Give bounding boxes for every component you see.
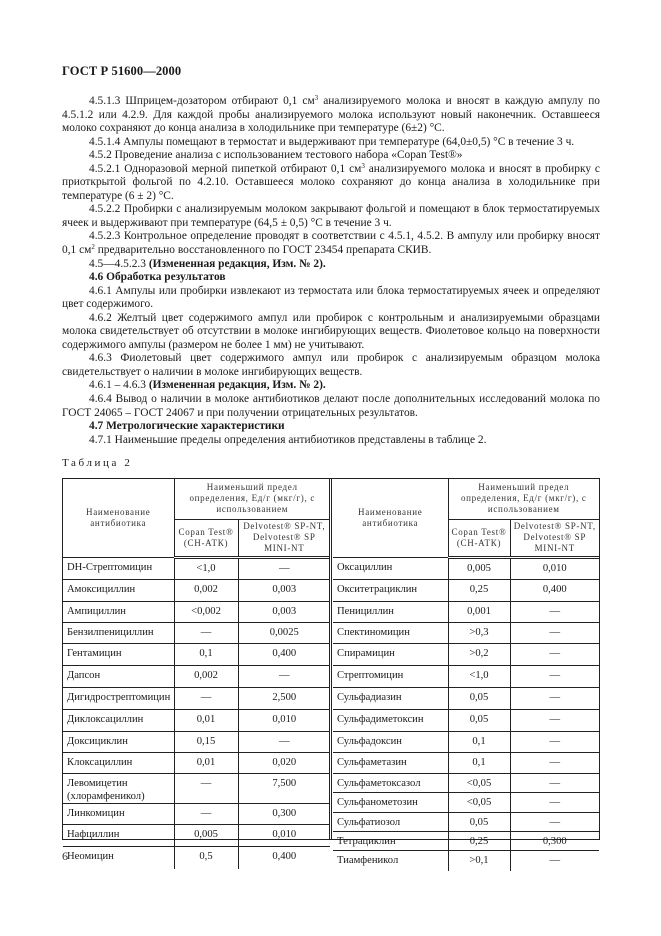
antibiotic-name-cell: Стрептомицин	[333, 665, 448, 687]
delvotest-value-cell: —	[510, 792, 599, 812]
copan-value-cell: >0,1	[448, 850, 510, 871]
antibiotic-name-cell: Диклоксациллин	[63, 709, 174, 731]
page-number: 6	[62, 849, 68, 863]
table-row	[63, 803, 330, 824]
copan-value-cell: <1,0	[174, 557, 238, 579]
delvotest-value-cell: 0,0025	[238, 622, 330, 643]
table-row	[333, 752, 599, 773]
table-row	[333, 850, 599, 871]
copan-value-cell: 0,005	[174, 824, 238, 846]
paragraph-4-7-1: 4.7.1 Наименьшие пределы определения антибиотиков представлены в таблице 2.	[89, 433, 487, 446]
table-row	[63, 601, 330, 622]
antibiotic-name-cell: Сульфадиазин	[333, 687, 448, 709]
antibiotic-name-cell: Сульфаметоксазол	[333, 773, 448, 792]
table-row	[333, 773, 599, 792]
antibiotic-name-cell: Сульфаметазин	[333, 752, 448, 773]
delvotest-value-cell: —	[510, 709, 599, 731]
delvotest-value-cell: 0,003	[238, 579, 330, 601]
table-row	[63, 557, 330, 579]
antibiotic-name-cell: Нафциллин	[63, 824, 174, 846]
delvotest-value-cell: 0,010	[510, 557, 599, 579]
antibiotic-name-cell: Амоксициллин	[63, 579, 174, 601]
delvotest-value-cell: 0,300	[510, 831, 599, 850]
delvotest-value-cell: —	[238, 665, 330, 687]
copan-value-cell: 0,05	[448, 812, 510, 831]
table-row	[333, 831, 599, 850]
header-antibiotic-name: Наименование антибиотика	[63, 479, 174, 557]
antibiotic-name-cell: Бензилпенициллин	[63, 622, 174, 643]
table-row	[63, 846, 330, 869]
delvotest-value-cell: 0,400	[238, 846, 330, 869]
copan-value-cell: 0,1	[448, 752, 510, 773]
paragraph-4-5-2: 4.5.2 Проведение анализа с использованием тестового набора «Copan Test®»	[89, 149, 463, 162]
delvotest-value-cell: 0,010	[238, 709, 330, 731]
body-text	[62, 95, 600, 447]
table-row	[63, 665, 330, 687]
table-right-half	[333, 479, 599, 866]
copan-value-cell: 0,5	[174, 846, 238, 869]
table-row	[333, 812, 599, 831]
delvotest-value-cell: 2,500	[238, 687, 330, 709]
header-delvotest: Delvotest® SP-NT, Delvotest® SP MINI-NT	[238, 519, 330, 557]
header-detection-limit: Наименьший предел определения, Ед/г (мкг/г), с использованием	[174, 479, 330, 519]
copan-value-cell: <0,05	[448, 792, 510, 812]
antibiotic-name-cell: Дапсон	[63, 665, 174, 687]
table-row	[333, 557, 599, 579]
antibiotic-name-cell: Неомицин	[63, 846, 174, 869]
delvotest-value-cell: —	[238, 557, 330, 579]
copan-value-cell: 0,01	[174, 709, 238, 731]
table-caption: Таблица 2	[62, 457, 133, 469]
delvotest-value-cell: —	[510, 687, 599, 709]
copan-value-cell: 0,001	[448, 601, 510, 622]
table-row	[333, 687, 599, 709]
antibiotic-name-cell: Дигидрострептомицин	[63, 687, 174, 709]
document-header: ГОСТ Р 51600—2000	[62, 64, 182, 78]
table-row	[333, 601, 599, 622]
table-row	[63, 687, 330, 709]
copan-value-cell: 0,25	[448, 579, 510, 601]
amendment-note-1: 4.5—4.5.2.3 (Измененная редакция, Изм. № 2).	[89, 257, 326, 270]
antibiotic-name-cell: Доксициклин	[63, 731, 174, 752]
delvotest-value-cell: —	[510, 850, 599, 871]
antibiotic-name-cell: Линкомицин	[63, 803, 174, 824]
delvotest-value-cell: 7,500	[238, 773, 330, 803]
copan-value-cell: 0,1	[174, 643, 238, 665]
antibiotic-name-cell: Тетрациклин	[333, 831, 448, 850]
table-right	[333, 479, 599, 871]
paragraph-4-6-2: 4.6.2 Желтый цвет содержимого ампул или пробирок с контрольным и анализируемыми образцами молока свидетельствует об отсутствии в молоке ингибирующих веществ. Фиолетовое кольцо на поверхности содержимого ампулы (размером не более 1 мм) не учитывают.	[62, 311, 600, 351]
table-row	[63, 622, 330, 643]
table-right-body	[333, 557, 599, 871]
copan-value-cell: 0,25	[448, 831, 510, 850]
copan-value-cell: 0,15	[174, 731, 238, 752]
copan-value-cell: —	[174, 687, 238, 709]
antibiotic-name-cell: DH-Стрептомицин	[63, 557, 174, 579]
table-row	[63, 643, 330, 665]
table-row	[333, 643, 599, 665]
paragraph-4-5-2-2: 4.5.2.2 Пробирки с анализируемым молоком закрывают фольгой и помещают в блок термостатируемых ячеек и выдерживают при температуре (64,5 ± 0,5) °С в течение 3 ч.	[62, 203, 600, 229]
antibiotic-name-cell: Гентамицин	[63, 643, 174, 665]
copan-value-cell: 0,005	[448, 557, 510, 579]
antibiotic-name-cell: Окситетрациклин	[333, 579, 448, 601]
section-heading-4-7: 4.7 Метрологические характеристики	[89, 420, 285, 433]
delvotest-value-cell: —	[510, 752, 599, 773]
delvotest-value-cell: —	[510, 731, 599, 752]
table-row	[63, 709, 330, 731]
copan-value-cell: 0,05	[448, 709, 510, 731]
table-row	[333, 792, 599, 812]
table-left-body	[63, 557, 330, 869]
delvotest-value-cell: —	[510, 665, 599, 687]
table-row	[63, 579, 330, 601]
table-left	[63, 479, 330, 869]
header-delvotest: Delvotest® SP-NT, Delvotest® SP MINI-NT	[510, 519, 599, 557]
delvotest-value-cell: 0,010	[238, 824, 330, 846]
paragraph-4-5-1-3: 4.5.1.3 Шприцем-дозатором отбирают 0,1 $см^3$ анализируемого молока и вносят в каждую ампулу по 4.5.1.2 или 4.2.9. Для каждой пробы анализируемого молока используют новый наконечник. Оставшееся молоко сохраняют до конца анализа в холодильнике при температуре (6±2) °С.	[62, 94, 601, 135]
delvotest-value-cell: 0,003	[238, 601, 330, 622]
copan-value-cell: —	[174, 803, 238, 824]
delvotest-value-cell: —	[510, 773, 599, 792]
table-center-divider	[329, 479, 332, 839]
delvotest-value-cell: 0,400	[510, 579, 599, 601]
header-detection-limit: Наименьший предел определения, Ед/г (мкг/г), с использованием	[448, 479, 599, 519]
copan-value-cell: 0,002	[174, 579, 238, 601]
paragraph-4-5-2-1: 4.5.2.1 Одноразовой мерной пипеткой отбирают 0,1 $см^3$ анализируемого молока и вносят в пробирку с приоткрытой фольгой по 4.2.10. Оставшееся молоко сохраняют до конца анализа в холодильнике при температуре (6 ± 2) °С.	[62, 161, 600, 202]
antibiotic-name-cell: Ампициллин	[63, 601, 174, 622]
antibiotic-name-cell: Сульфадиметоксин	[333, 709, 448, 731]
antibiotic-name-cell: Левомицетин (хлорамфеникол)	[63, 773, 174, 803]
header-copan-test: Copan Test® (СН-АТК)	[448, 519, 510, 557]
antibiotic-name-cell: Спектиномицин	[333, 622, 448, 643]
copan-value-cell: 0,01	[174, 752, 238, 773]
antibiotic-name-cell: Пенициллин	[333, 601, 448, 622]
copan-value-cell: 0,002	[174, 665, 238, 687]
paragraph-4-5-2-3: 4.5.2.3 Контрольное определение проводят в соответствии с 4.5.1, 4.5.2. В ампулу или пробирку вносят 0,1 $см^2$ предварительно восстановленного по ГОСТ 23454 препарата СКИВ.	[62, 230, 600, 257]
antibiotic-name-cell: Сульфанометозин	[333, 792, 448, 812]
table-row	[333, 579, 599, 601]
table-row	[63, 752, 330, 773]
table-row	[63, 731, 330, 752]
table-row	[333, 731, 599, 752]
table-row	[333, 709, 599, 731]
amendment-note-2: 4.6.1 – 4.6.3 (Измененная редакция, Изм. № 2).	[89, 379, 326, 392]
delvotest-value-cell: 0,400	[238, 643, 330, 665]
delvotest-value-cell: —	[510, 643, 599, 665]
paragraph-4-6-1: 4.6.1 Ампулы или пробирки извлекают из термостата или блока термостатируемых ячеек и определяют цвет содержимого.	[62, 284, 600, 311]
table-row	[63, 773, 330, 803]
table-row	[333, 665, 599, 687]
copan-value-cell: <1,0	[448, 665, 510, 687]
delvotest-value-cell: —	[510, 601, 599, 622]
copan-value-cell: 0,05	[448, 687, 510, 709]
table-left-half	[63, 479, 330, 862]
delvotest-value-cell: —	[510, 812, 599, 831]
delvotest-value-cell: —	[238, 731, 330, 752]
header-antibiotic-name: Наименование антибиотика	[333, 479, 448, 557]
paragraph-4-6-4: 4.6.4 Вывод о наличии в молоке антибиотиков делают после дополнительных исследований молока по ГОСТ 24065 – ГОСТ 24067 и при получении отрицательных результатов.	[62, 393, 600, 419]
antibiotics-table	[62, 478, 600, 866]
paragraph-4-5-1-4: 4.5.1.4 Ампулы помещают в термостат и выдерживают при температуре (64,0±0,5) °С в течение 3 ч.	[89, 135, 575, 148]
copan-value-cell: —	[174, 622, 238, 643]
antibiotic-name-cell: Оксациллин	[333, 557, 448, 579]
table-row	[333, 622, 599, 643]
antibiotic-name-cell: Сульфатиозол	[333, 812, 448, 831]
delvotest-value-cell: 0,020	[238, 752, 330, 773]
copan-value-cell: <0,002	[174, 601, 238, 622]
section-heading-4-6: 4.6 Обработка результатов	[89, 271, 226, 284]
delvotest-value-cell: 0,300	[238, 803, 330, 824]
copan-value-cell: <0,05	[448, 773, 510, 792]
copan-value-cell: >0,2	[448, 643, 510, 665]
copan-value-cell: >0,3	[448, 622, 510, 643]
antibiotic-name-cell: Сульфадоксин	[333, 731, 448, 752]
antibiotic-name-cell: Клоксациллин	[63, 752, 174, 773]
header-copan-test: Copan Test® (СН-АТК)	[174, 519, 238, 557]
antibiotic-name-cell: Тиамфеникол	[333, 850, 448, 871]
paragraph-4-6-3: 4.6.3 Фиолетовый цвет содержимого ампул или пробирок с анализируемым образцом молока свидетельствует о наличии в молоке ингибирующих веществ.	[62, 352, 600, 378]
antibiotic-name-cell: Спирамицин	[333, 643, 448, 665]
copan-value-cell: 0,1	[448, 731, 510, 752]
table-row	[63, 824, 330, 846]
copan-value-cell: —	[174, 773, 238, 803]
delvotest-value-cell: —	[510, 622, 599, 643]
